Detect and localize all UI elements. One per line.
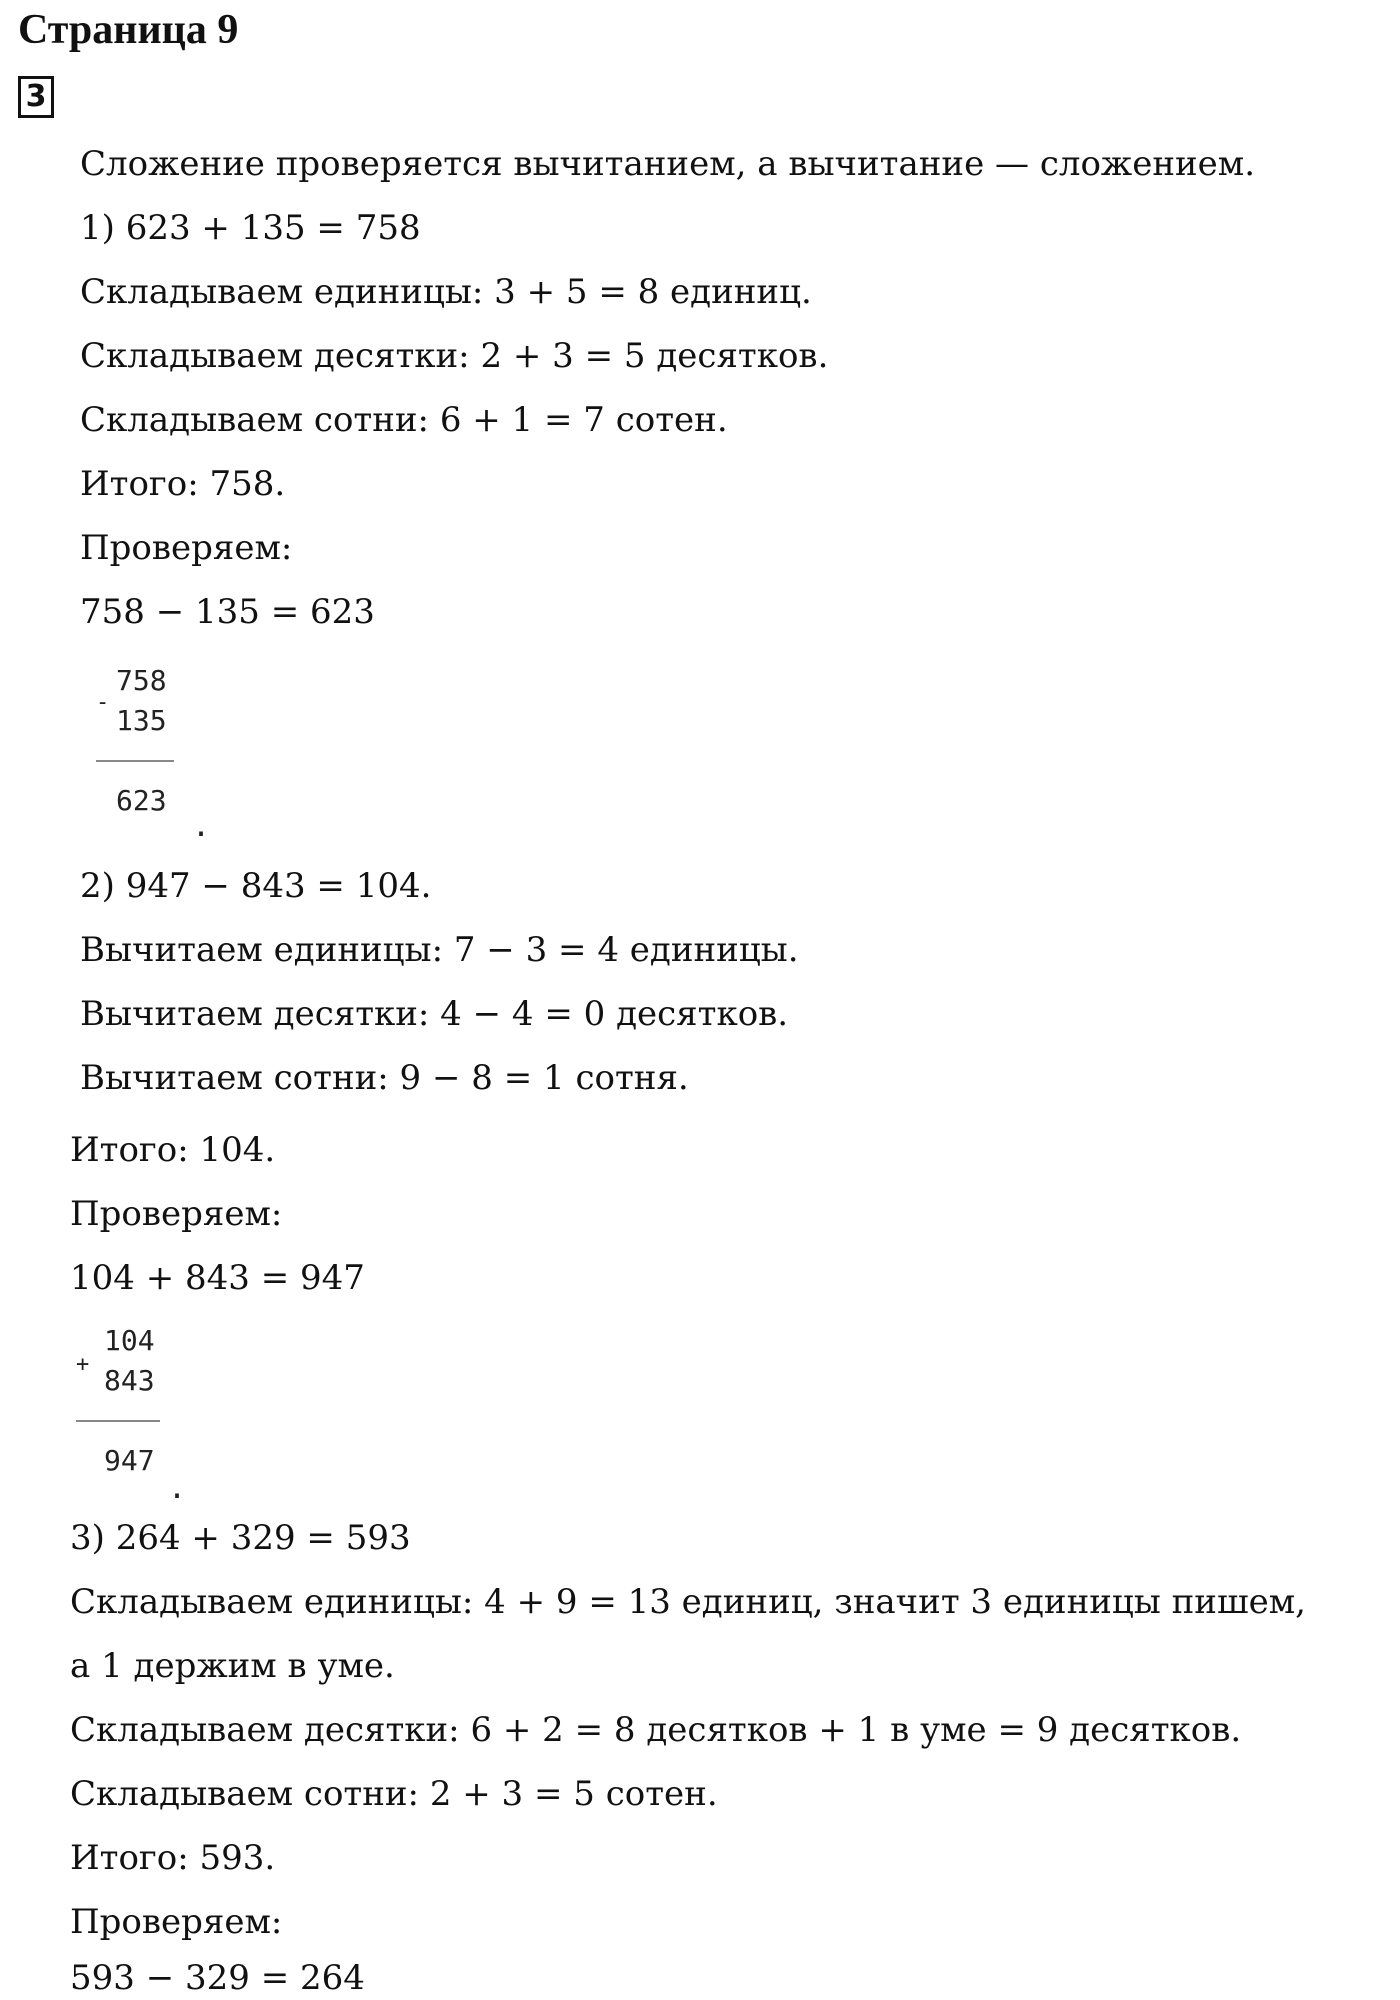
part3-equation: 3) 264 + 329 = 593	[70, 1518, 411, 1558]
part1-total: Итого: 758.	[80, 464, 286, 504]
part3-total: Итого: 593.	[70, 1838, 276, 1878]
part1-check-equation: 758 − 135 = 623	[80, 592, 375, 632]
part2-step: Вычитаем сотни: 9 − 8 = 1 сотня.	[80, 1058, 689, 1098]
part3-step: Складываем сотни: 2 + 3 = 5 сотен.	[70, 1774, 718, 1814]
page-title: Страница 9	[18, 7, 239, 53]
part3-check-label: Проверяем:	[70, 1902, 283, 1942]
part2-step: Вычитаем десятки: 4 − 4 = 0 десятков.	[80, 994, 789, 1034]
part1-step: Складываем сотни: 6 + 1 = 7 сотен.	[80, 400, 728, 440]
part3-step: Складываем десятки: 6 + 2 = 8 десятков + 1 в уме = 9 десятков.	[70, 1710, 1242, 1750]
part1-step: Складываем десятки: 2 + 3 = 5 десятков.	[80, 336, 829, 376]
task-number-badge: 3	[18, 76, 54, 118]
part2-step: Вычитаем единицы: 7 − 3 = 4 единицы.	[80, 930, 799, 970]
part1-check-label: Проверяем:	[80, 528, 293, 568]
part2-equation: 2) 947 − 843 = 104.	[80, 866, 432, 906]
part2-check-label: Проверяем:	[70, 1194, 283, 1234]
minus-sign: -	[96, 690, 110, 715]
column-rule	[96, 760, 174, 762]
column-end-mark: .	[192, 809, 211, 844]
column-end-mark: .	[168, 1471, 187, 1506]
column-addend-bottom: 843	[104, 1364, 155, 1397]
part2-check-equation: 104 + 843 = 947	[70, 1258, 365, 1298]
part3-step: Складываем единицы: 4 + 9 = 13 единиц, значит 3 единицы пишем,	[70, 1582, 1306, 1622]
column-result: 623	[116, 784, 167, 817]
part1-equation: 1) 623 + 135 = 758	[80, 208, 421, 248]
column-subtrahend: 135	[116, 704, 167, 737]
part3-step: а 1 держим в уме.	[70, 1646, 395, 1686]
plus-sign: +	[76, 1352, 90, 1377]
part1-step: Складываем единицы: 3 + 5 = 8 единиц.	[80, 272, 812, 312]
column-addend-top: 104	[104, 1324, 155, 1357]
column-result: 947	[104, 1444, 155, 1477]
part3-check-equation: 593 − 329 = 264	[70, 1958, 365, 1998]
intro-text: Сложение проверяется вычитанием, а вычитание — сложением.	[80, 144, 1256, 184]
column-rule	[76, 1420, 160, 1422]
part2-total: Итого: 104.	[70, 1130, 276, 1170]
column-minuend: 758	[116, 664, 167, 697]
